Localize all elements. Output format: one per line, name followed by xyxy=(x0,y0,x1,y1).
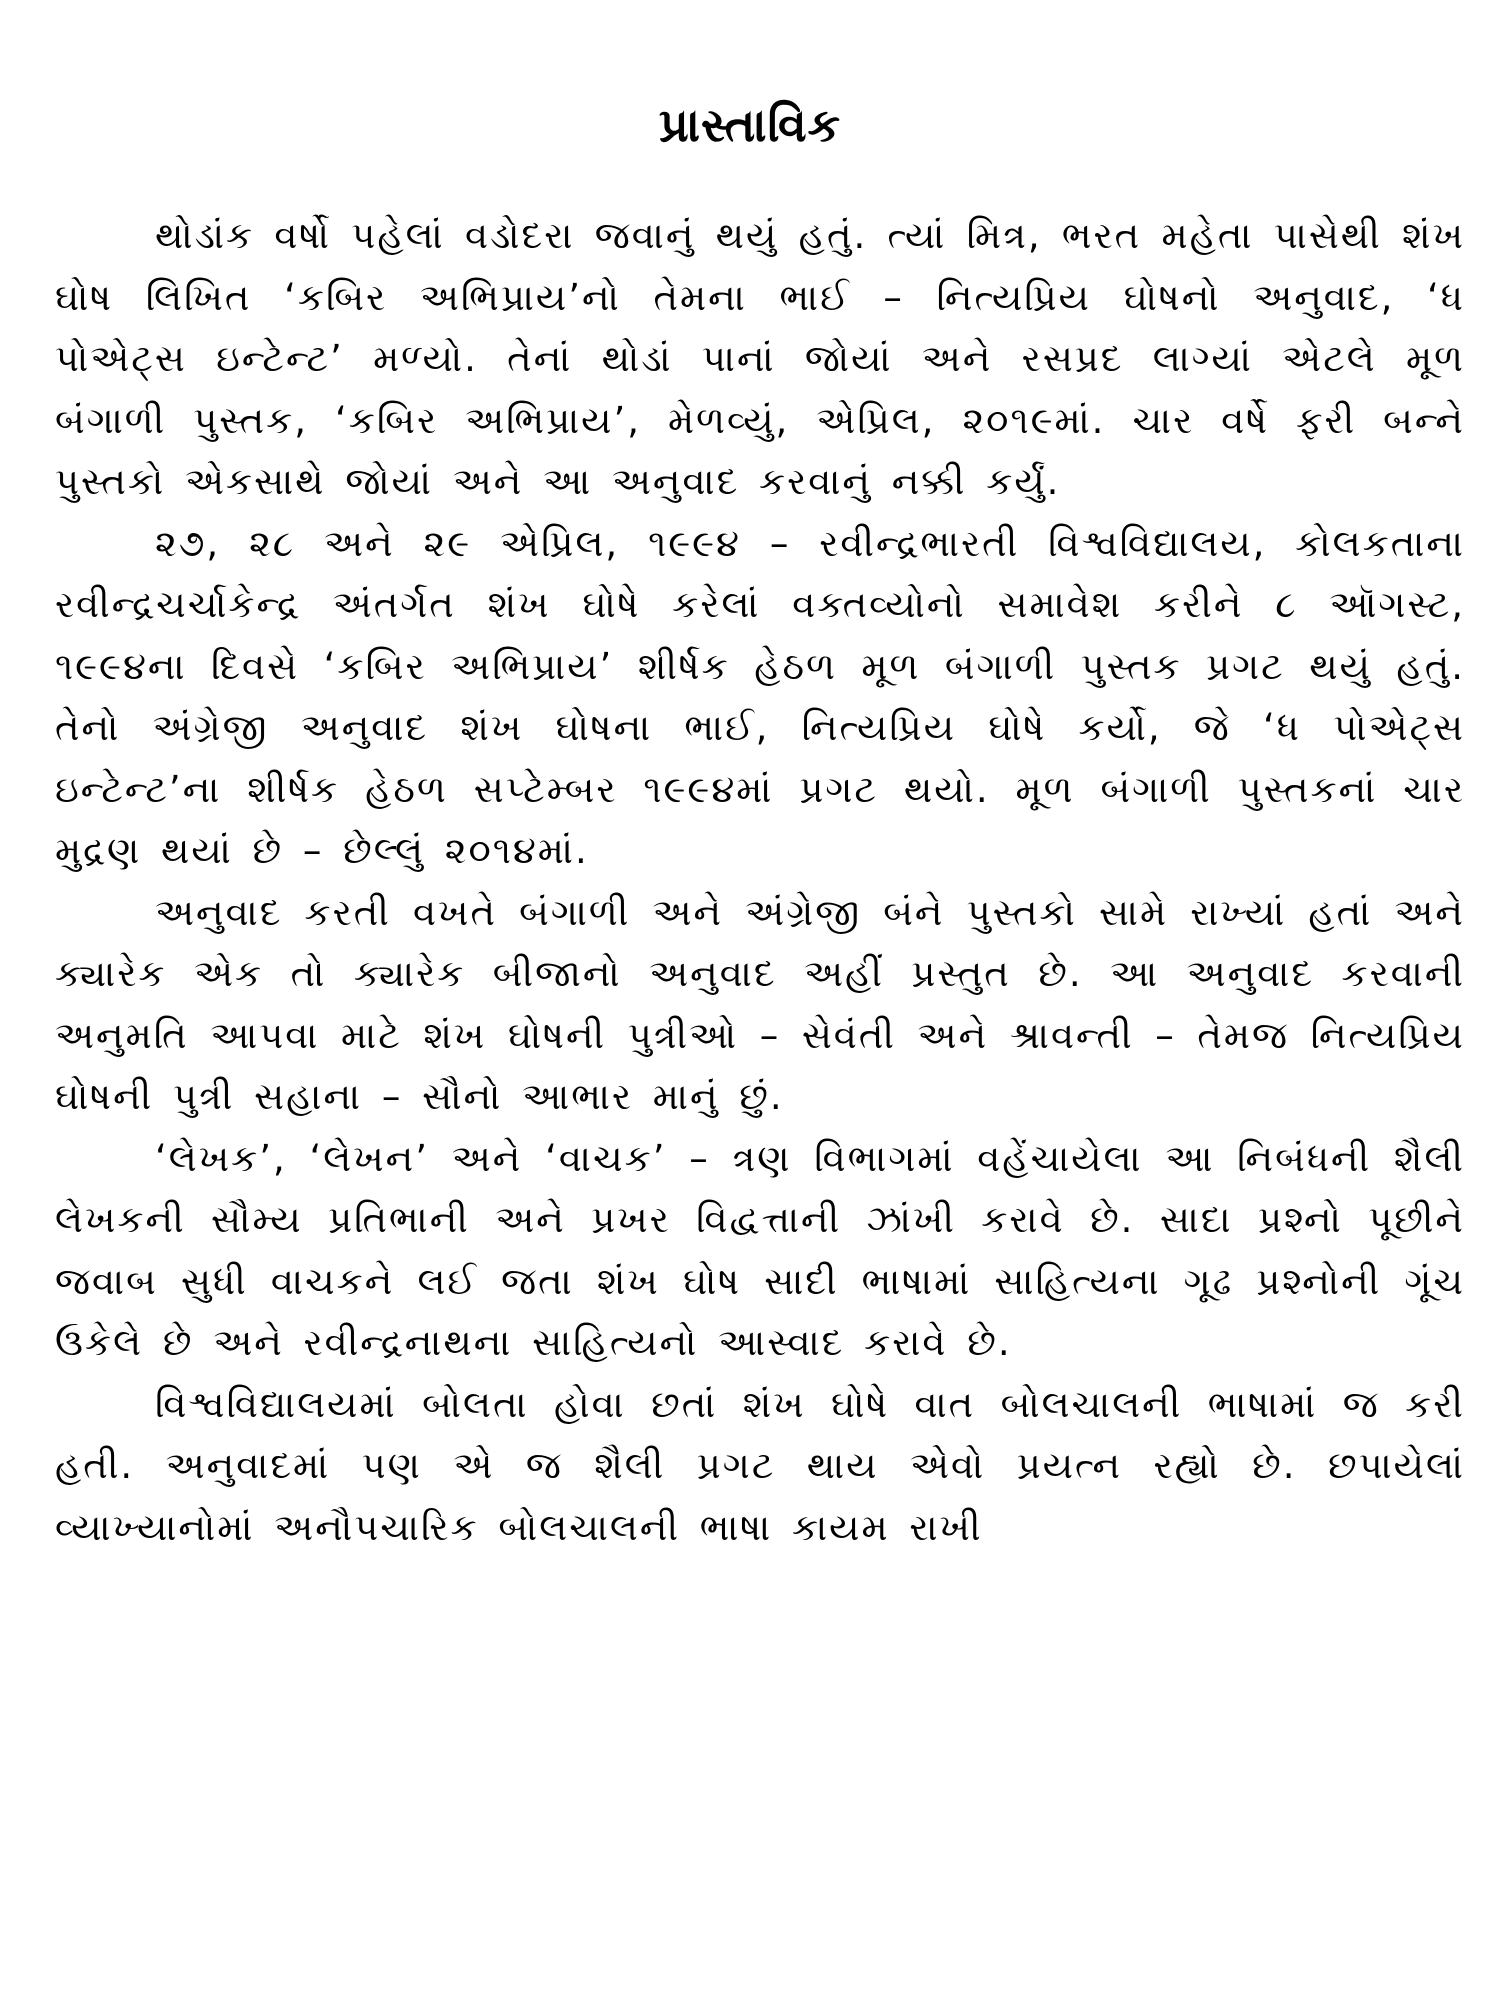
page-title: પ્રાસ્તાવિક xyxy=(658,98,842,152)
paragraph-2: ૨૭, ૨૮ અને ૨૯ એપ્રિલ, ૧૯૯૪ – રવીન્દ્રભારતી વિશ્વવિદ્યાલય, કોલકતાના રવીન્દ્રચર્ચાકેન્દ્ર અંતર્ગત શંખ ઘોષે કરેલાં વક્તવ્યોનો સમાવેશ કરીને ૮ ઑગસ્ટ, ૧૯૯૪ના દિવસે ‘કબિર અભિપ્રાય’ શીર્ષક હેઠળ મૂળ બંગાળી પુસ્તક પ્રગટ થયું હતું. તેનો અંગ્રેજી અનુવાદ શંખ ઘોષના ભાઈ, નિત્યપ્રિય ઘોષે કર્યો, જે ‘ધ પોએટ્સ ઇન્ટેન્ટ’ના શીર્ષક હેઠળ સપ્ટેમ્બર ૧૯૯૪માં પ્રગટ થયો. મૂળ બંગાળી પુસ્તકનાં ચાર મુદ્રણ થયાં છે – છેલ્લું ૨૦૧૪માં. xyxy=(55,521,1465,872)
body-text xyxy=(55,205,1465,1558)
paragraph-3: અનુવાદ કરતી વખતે બંગાળી અને અંગ્રેજી બંને પુસ્તકો સામે રાખ્યાં હતાં અને ક્યારેક એક તો ક્યારેક બીજાનો અનુવાદ અહીં પ્રસ્તુત છે. આ અનુવાદ કરવાની અનુમતિ આપવા માટે શંખ ઘોષની પુત્રીઓ – સેવંતી અને શ્રાવન્તી – તેમજ નિત્યપ્રિય ઘોષની પુત્રી સહાના – સૌનો આભાર માનું છું. xyxy=(55,890,1465,1118)
paragraph-5: વિશ્વવિદ્યાલયમાં બોલતા હોવા છતાં શંખ ઘોષે વાત બોલચાલની ભાષામાં જ કરી હતી. અનુવાદમાં પણ એ જ શૈલી પ્રગટ થાય એવો પ્રયત્ન રહ્યો છે. છપાયેલાં વ્યાખ્યાનોમાં અનૌપચારિક બોલચાલની ભાષા કાયમ રાખી xyxy=(55,1382,1465,1549)
paragraph-4: ‘લેખક’, ‘લેખન’ અને ‘વાચક’ – ત્રણ વિભાગમાં વહેંચાયેલા આ નિબંધની શૈલી લેખકની સૌમ્ય પ્રતિભાની અને પ્રખર વિદ્વત્તાની ઝાંખી કરાવે છે. સાદા પ્રશ્નો પૂછીને જવાબ સુધી વાચકને લઈ જતા શંખ ઘોષ સાદી ભાષામાં સાહિત્યના ગૂઢ પ્રશ્નોની ગૂંચ ઉકેલે છે અને રવીન્દ્રનાથના સાહિત્યનો આસ્વાદ કરાવે છે. xyxy=(55,1136,1465,1364)
paragraph-1: થોડાંક વર્ષો પહેલાં વડોદરા જવાનું થયું હતું. ત્યાં મિત્ર, ભરત મહેતા પાસેથી શંખ ઘોષ લિખિત ‘કબિર અભિપ્રાય’નો તેમના ભાઈ – નિત્યપ્રિય ઘોષનો અનુવાદ, ‘ધ પોએટ્સ ઇન્ટેન્ટ’ મળ્યો. તેનાં થોડાં પાનાં જોયાં અને રસપ્રદ લાગ્યાં એટલે મૂળ બંગાળી પુસ્તક, ‘કબિર અભિપ્રાય’, મેળવ્યું, એપ્રિલ, ૨૦૧૯માં. ચાર વર્ષે ફરી બન્ને પુસ્તકો એકસાથે જોયાં અને આ અનુવાદ કરવાનું નક્કી કર્યું. xyxy=(55,214,1465,503)
